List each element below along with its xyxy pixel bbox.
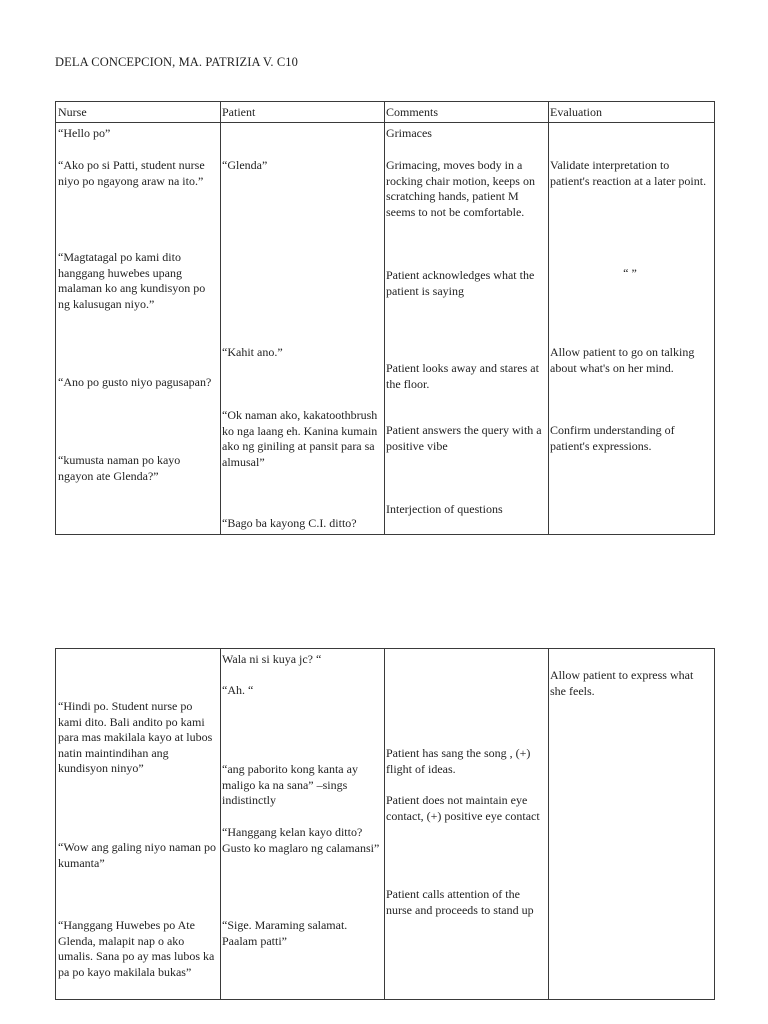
column-divider (548, 102, 549, 534)
process-recording-table-1 (55, 101, 715, 535)
document-header: DELA CONCEPCION, MA. PATRIZIA V. C10 (55, 55, 298, 69)
comment: Interjection of questions (386, 502, 503, 516)
comment: Patient acknowledges what the patient is saying (386, 268, 535, 298)
comment: Patient answers the query with a positive vibe (386, 423, 542, 453)
patient-response: “Glenda” (222, 158, 268, 172)
patient-response: “Sige. Maraming salamat. Paalam patti” (222, 918, 348, 948)
evaluation: Confirm understanding of patient's expressions. (550, 423, 675, 453)
patient-response: “Ah. “ (222, 683, 254, 697)
comment: Patient has sang the song , (+) flight of ideas. (386, 746, 531, 776)
column-header-patient: Patient (222, 105, 256, 119)
comment: Patient looks away and stares at the floor. (386, 361, 539, 391)
patient-response: “Hanggang kelan kayo ditto? Gusto ko maglaro ng calamansi” (222, 825, 380, 855)
column-header-nurse: Nurse (58, 105, 87, 119)
evaluation: Allow patient to go on talking about what's on her mind. (550, 345, 695, 375)
nurse-statement: “Hanggang Huwebes po Ate Glenda, malapit nap o ako umalis. Sana po ay mas lubos ka pa po kayo makilala bukas” (58, 918, 215, 979)
column-header-evaluation: Evaluation (550, 105, 602, 119)
patient-response: Wala ni si kuya jc? “ (222, 652, 322, 666)
column-divider (220, 649, 221, 999)
column-divider (220, 102, 221, 534)
evaluation: “ ” (623, 266, 637, 280)
nurse-statement: “Hello po” (58, 126, 111, 140)
header-row-divider (56, 122, 714, 123)
patient-response: “ang paborito kong kanta ay maligo ka na sana” –sings indistinctly (222, 762, 358, 808)
nurse-statement: “Hindi po. Student nurse po kami dito. Bali andito po kami para mas makilala kayo at lubos natin maintindihan ang kundisyon ninyo” (58, 699, 213, 776)
nurse-statement: “Wow ang galing niyo naman po kumanta” (58, 840, 216, 870)
column-divider (384, 649, 385, 999)
patient-response: “Ok naman ako, kakatoothbrush ko nga laang eh. Kanina kumain ako ng giniling at pansit para sa almusal” (222, 408, 378, 469)
column-divider (384, 102, 385, 534)
nurse-statement: “kumusta naman po kayo ngayon ate Glenda?” (58, 453, 181, 483)
column-divider (548, 649, 549, 999)
nurse-statement: “Magtatagal po kami dito hanggang huwebes upang malaman ko ang kundisyon po ng kalusugan niyo.” (58, 250, 206, 311)
comment: Patient does not maintain eye contact, (+) positive eye contact (386, 793, 540, 823)
comment: Grimacing, moves body in a rocking chair motion, keeps on scratching hands, patient M seems to not be comfortable. (386, 158, 535, 219)
evaluation: Allow patient to express what she feels. (550, 668, 694, 698)
column-header-comments: Comments (386, 105, 439, 119)
comment: Grimaces (386, 126, 432, 140)
nurse-statement: “Ano po gusto niyo pagusapan? (58, 375, 212, 389)
nurse-statement: “Ako po si Patti, student nurse niyo po ngayong araw na ito.” (58, 158, 205, 188)
process-recording-table-2 (55, 648, 715, 1000)
comment: Patient calls attention of the nurse and proceeds to stand up (386, 887, 534, 917)
patient-response: “Kahit ano.” (222, 345, 283, 359)
evaluation: Validate interpretation to patient's reaction at a later point. (550, 158, 707, 188)
patient-response: “Bago ba kayong C.I. ditto? (222, 516, 357, 530)
